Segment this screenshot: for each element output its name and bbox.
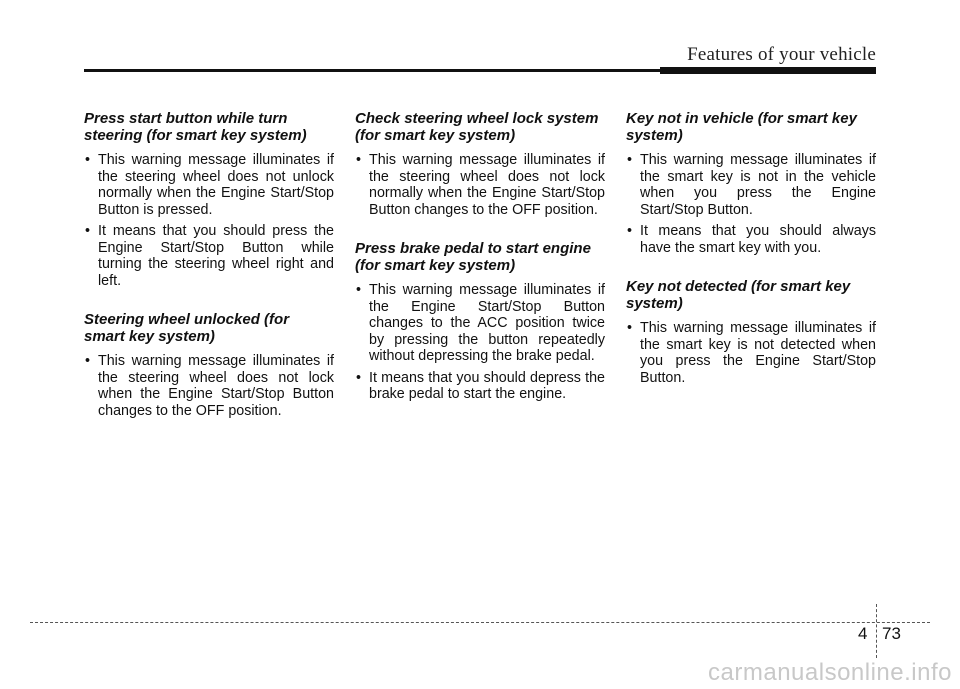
- section-heading: Press start button while turn steering (for smart key system): [84, 110, 307, 144]
- bullet-item: • This warning message illuminates if the Engine Start/Stop Button changes to the ACC position twice by pressing the button repeatedly without depressing the brake pedal.: [355, 282, 605, 365]
- section-heading: Steering wheel unlocked (for smart key system): [84, 311, 290, 345]
- page-number: 73: [882, 624, 901, 643]
- bullet-item: • This warning message illuminates if the steering wheel does not unlock normally when the Engine Start/Stop Button is pressed.: [84, 152, 334, 218]
- section-heading: Key not detected (for smart key system): [626, 278, 851, 312]
- section-check-steering-wheel-lock: [355, 110, 605, 218]
- section-press-brake-pedal: [355, 240, 605, 403]
- bullet-list: [84, 353, 334, 419]
- footer-dashed-rule: [30, 622, 930, 623]
- bullet-item: • This warning message illuminates if the smart key is not in the vehicle when you press the Engine Start/Stop Button.: [626, 152, 876, 218]
- bullet-list: [626, 152, 876, 256]
- bullet-list: [626, 320, 876, 386]
- section-press-start-button: [84, 110, 334, 289]
- page-header-title: Features of your vehicle: [687, 44, 876, 65]
- text-column-3: [626, 110, 876, 408]
- bullet-list: [355, 282, 605, 403]
- page-number-divider: [876, 604, 877, 658]
- text-column-1: [84, 110, 334, 441]
- section-key-not-in-vehicle: [626, 110, 876, 256]
- watermark: carmanualsonline.info: [708, 659, 952, 686]
- section-steering-wheel-unlocked: [84, 311, 334, 419]
- bullet-item: • It means that you should depress the brake pedal to start the engine.: [355, 370, 605, 403]
- section-heading: Key not in vehicle (for smart key system): [626, 110, 857, 144]
- text-column-2: [355, 110, 605, 425]
- section-key-not-detected: [626, 278, 876, 386]
- header-rule-thick: [660, 67, 876, 74]
- section-heading: Press brake pedal to start engine (for smart key system): [355, 240, 591, 274]
- chapter-number: 4: [858, 624, 868, 643]
- section-heading: Check steering wheel lock system (for smart key system): [355, 110, 599, 144]
- bullet-item: • It means that you should always have the smart key with you.: [626, 223, 876, 256]
- bullet-list: [355, 152, 605, 218]
- bullet-item: • This warning message illuminates if the steering wheel does not lock when the Engine Start/Stop Button changes to the OFF position.: [84, 353, 334, 419]
- bullet-item: • It means that you should press the Engine Start/Stop Button while turning the steering wheel right and left.: [84, 223, 334, 289]
- bullet-item: • This warning message illuminates if the steering wheel does not lock normally when the Engine Start/Stop Button changes to the OFF position.: [355, 152, 605, 218]
- bullet-item: • This warning message illuminates if the smart key is not detected when you press the Engine Start/Stop Button.: [626, 320, 876, 386]
- bullet-list: [84, 152, 334, 289]
- header-rule-thin: [84, 69, 660, 72]
